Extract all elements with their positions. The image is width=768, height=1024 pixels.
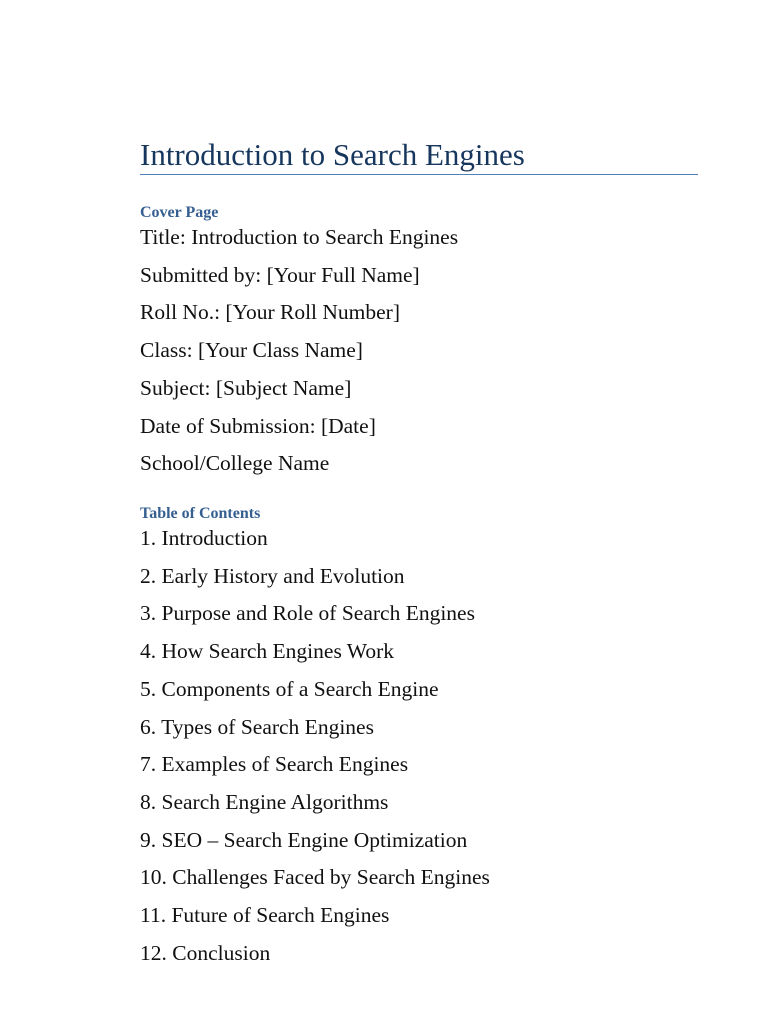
cover-date-line: Date of Submission: [Date] <box>140 413 376 438</box>
cover-school-line: School/College Name <box>140 451 330 476</box>
toc-item: 5. Components of a Search Engine <box>140 676 439 701</box>
toc-item: 3. Purpose and Role of Search Engines <box>140 601 475 626</box>
toc-item: 1. Introduction <box>140 526 268 550</box>
toc-item: 2. Early History and Evolution <box>140 563 405 588</box>
toc-item: 11. Future of Search Engines <box>140 903 390 928</box>
table-of-contents-list <box>140 520 490 972</box>
document-title: Introduction to Search Engines <box>140 137 525 172</box>
toc-item: 12. Conclusion <box>140 940 271 965</box>
toc-item: 4. How Search Engines Work <box>140 639 395 664</box>
toc-item: 9. SEO – Search Engine Optimization <box>140 827 468 852</box>
cover-subject-line: Subject: [Subject Name] <box>140 375 352 400</box>
title-underline <box>140 174 698 175</box>
cover-class-line: Class: [Your Class Name] <box>140 338 363 363</box>
toc-item: 10. Challenges Faced by Search Engines <box>140 865 490 890</box>
cover-page-details <box>140 219 458 483</box>
toc-item: 7. Examples of Search Engines <box>140 752 409 777</box>
table-of-contents-heading: Table of Contents <box>140 505 261 522</box>
cover-submitted-by-line: Submitted by: [Your Full Name] <box>140 262 420 287</box>
cover-page-heading: Cover Page <box>140 204 219 221</box>
cover-roll-number-line: Roll No.: [Your Roll Number] <box>140 300 401 325</box>
toc-item: 8. Search Engine Algorithms <box>140 789 389 814</box>
toc-item: 6. Types of Search Engines <box>140 714 374 739</box>
cover-title-line: Title: Introduction to Search Engines <box>140 225 459 249</box>
